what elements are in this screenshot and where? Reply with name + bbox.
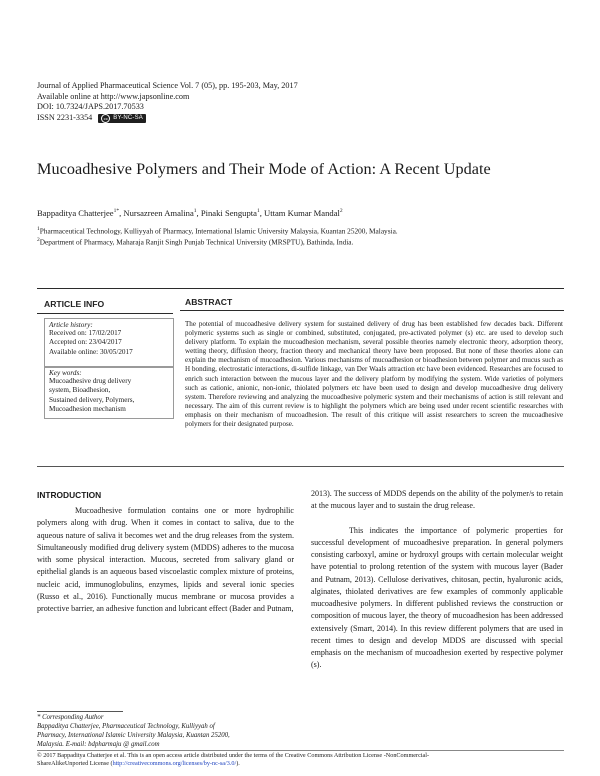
creative-commons-badge[interactable]	[98, 114, 146, 123]
keywords-label: Key words:	[49, 369, 82, 377]
journal-doi[interactable]: DOI: 10.7324/JAPS.2017.70533	[37, 102, 144, 112]
cc-icon: cc	[101, 114, 110, 123]
cc-badge-text: BY-NC-SA	[113, 114, 144, 121]
license-link[interactable]: http://creativecommons.org/licenses/by-nc-sa/3.0/	[112, 760, 237, 768]
author-name: Uttam Kumar Mandal	[264, 208, 340, 218]
journal-citation: Journal of Applied Pharmaceutical Science Vol. 7 (05), pp. 195-203, May, 2017	[37, 81, 298, 90]
paper-title: Mucoadhesive Polymers and Their Mode of Action: A Recent Update	[37, 160, 491, 178]
footnote-line: Malaysia. E-mail: bdpharmaju @ gmail.com	[37, 740, 160, 748]
author-sup: 1	[256, 208, 260, 215]
history-received: Received on: 17/02/2017	[49, 329, 122, 337]
affiliation-text: Pharmaceutical Technology, Kulliyyah of Pharmacy, International Islamic University Malaysia, Kuantan 25200, Malaysia.	[39, 226, 398, 236]
article-info-heading: ARTICLE INFO	[44, 299, 105, 309]
license-rule	[37, 750, 564, 751]
affiliation-sup: 2	[37, 236, 40, 243]
author-name: Bappaditya Chatterjee	[37, 208, 114, 218]
keyword-line: system, Bioadhesion,	[49, 386, 111, 395]
footnote-line: Pharmacy, International Islamic University Malaysia, Kuantan 25200,	[37, 731, 230, 739]
journal-availability[interactable]: Available online at http://www.japsonline.com	[37, 91, 190, 101]
author-sup: 1	[193, 208, 197, 215]
history-label: Article history:	[49, 321, 93, 329]
license-statement	[37, 752, 564, 769]
abstract-body: The potential of mucoadhesive delivery system for sustained delivery of drug has been established few decades back. Different polymeric systems such as single or combined, substituted, conjugated, pre-activated polymer (s) etc. are used to develop such delivery platform. To explain the mucoadhesion mechanism, several possible theories namely electronic theory, adsorption theory, wetting theory, diffusion theory, fraction theory and mechanical theory have been proposed. But none of these theories alone can explain the mechanism of mucoadhesion. Various mechanisms of mucoadhesion or bioadhesion between polymer and mucus such as H bonding, electrostatic interactions, di-sulfide linkage, van Der Waals attraction etc have been evidenced. Researches are focused to enrich such interaction between the mucous layer and the delivery platform by modifying the system. Wide varieties of polymers such as cationic, anionic, non-ionic, thiolated polymers etc have been used to design and develop mucoadhesive drug delivery system. Therefore reviewing and analyzing the mucoadhesive polymeric system and their mechanisms of action is still relevant and necessary. The aim of this current review is to highlight the polymers which are being used under recent scientific researches with emphasis on their mechanism of mucoadhesion. The result of this critique will assist researchers to screen the mucoadhesive polymers for their designated purpose.	[185, 320, 563, 429]
intro-right-column	[311, 488, 563, 672]
affiliations	[37, 225, 398, 247]
author-name: Pinaki Sengupta	[200, 208, 257, 218]
journal-header	[37, 81, 298, 123]
author-sup: 2	[339, 208, 343, 215]
journal-issn: ISSN 2231-3354	[37, 112, 93, 122]
license-text: ShareAlikeUnported License (	[37, 760, 113, 768]
corresponding-author-footnote	[37, 714, 297, 750]
affiliation-line	[37, 236, 398, 247]
author-sup: 1*	[113, 208, 120, 215]
abstract-heading: ABSTRACT	[185, 297, 233, 307]
license-line: © 2017 Bappaditya Chatterjee et al. This is an open access article distributed under the terms of the Creative Commons Attribution License -NonCommercial-	[37, 752, 430, 759]
footnote-rule	[37, 711, 123, 712]
footnote-line: Bappaditya Chatterjee, Pharmaceutical Technology, Kulliyyah of	[37, 722, 215, 730]
intro-paragraph: This indicates the importance of polymeric properties for successful development of mucoadhesive preparation. In general polymers consisting carboxyl, amine or hydroxyl groups with certain molecular weight have potential to prolong retention of the system with mucous layer (Bader and Putnam, 2013). Cellulose derivatives, chitosan, pectin, hyaluronic acids, alginates, thiolated derivatives are few examples of commonly applicable mucoadhesive polymers. In different published reviews the construction or composition of mucous layer, the theory of mucoadhesion has been addressed extensively (Smart, 2014). In this review different polymers that are used in recent times to design and develop MDDS are discussed with special emphasis on the mechanism of mucoadhesion exerted by respective polymer (s).	[311, 525, 563, 670]
keyword-line: Sustained delivery, Polymers,	[49, 395, 135, 404]
keyword-line: Mucoadhesive drug delivery	[49, 377, 132, 385]
history-available: Available online: 30/05/2017	[49, 347, 133, 356]
affiliation-line	[37, 225, 398, 236]
introduction-heading: INTRODUCTION	[37, 490, 102, 500]
article-history-box	[44, 318, 174, 368]
history-accepted: Accepted on: 23/04/2017	[49, 338, 122, 347]
license-line	[37, 760, 564, 768]
author-name: Nursazreen Amalina	[123, 208, 194, 218]
intro-paragraph: Mucoadhesive formulation contains one or more hydrophilic polymers along with drug. When it comes in contact to saliva, due to the aqueous nature of saliva it becomes wet and the drug releases from the system. Simultaneously modified drug delivery system (MDDS) adheres to the mucosa with some physical interaction. Mucous, secreted from salivary gland or epithelial glands is an aqueous based viscoelastic complex mixture of proteins, nucleic acid, immunoglobulins, enzymes, lipids and several ionic species (Russo et al., 2016). Functionally mucus membrane or mucosa provides a protective barrier, an adhesive function and lubricant effect (Bader and Putnam,	[37, 506, 294, 613]
license-text: ).	[236, 760, 240, 768]
affiliation-text: Department of Pharmacy, Maharaja Ranjit Singh Punjab Technical University (MRSPTU), Bathinda, India.	[39, 237, 354, 247]
abstract-rule	[180, 310, 564, 311]
article-info-rule	[37, 313, 173, 314]
intro-left-column	[37, 505, 294, 615]
section-divider	[37, 466, 564, 467]
keyword-line: Mucoadhesion mechanism	[49, 405, 126, 414]
affiliation-sup: 1	[37, 226, 40, 232]
keywords-box	[44, 366, 174, 419]
intro-paragraph: 2013). The success of MDDS depends on the ability of the polymer/s to retain at the mucous layer and to sustain the drug release.	[311, 489, 563, 511]
top-rule	[37, 288, 564, 289]
footnote-label: * Corresponding Author	[37, 714, 104, 721]
author-list: Bappaditya Chatterjee$^{1*}$, Nursazreen Amalina$^1$, Pinaki Sengupta$^1$, Uttam Kumar Mandal$^2$	[37, 208, 343, 218]
